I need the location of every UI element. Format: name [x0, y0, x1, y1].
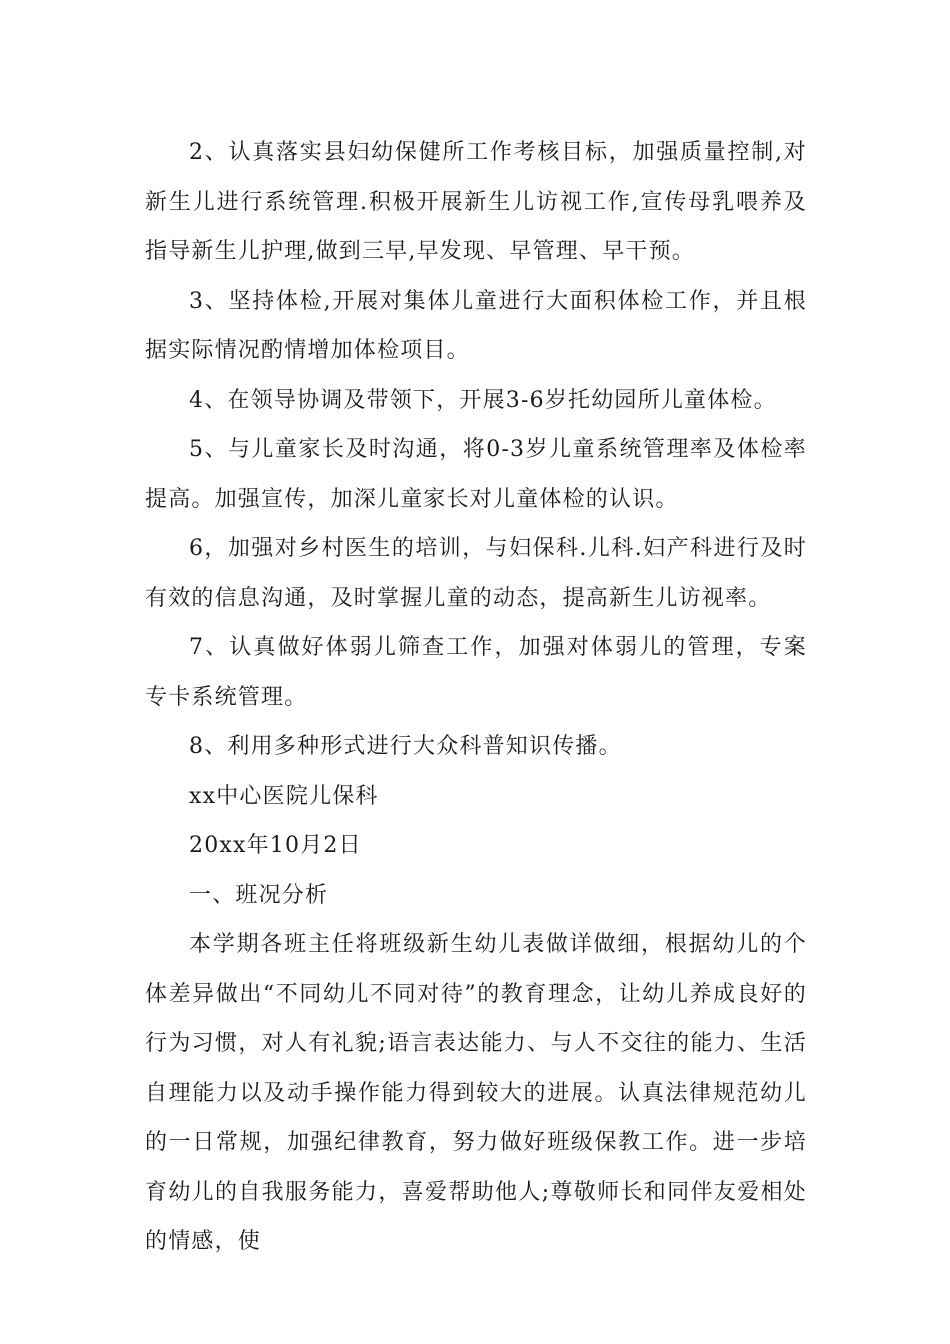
paragraph-item-3: 3、坚持体检,开展对集体儿童进行大面积体检工作，并且根据实际情况酌情增加体检项目。: [145, 288, 807, 363]
paragraph-item-5: 5、与儿童家长及时沟通，将0-3岁儿童系统管理率及体检率提高。加强宣传，加深儿童家长对儿童体检的认识。: [145, 437, 807, 512]
signature-organization: xx中心医院儿保科: [189, 783, 379, 809]
paragraph-item-2: 2、认真落实县妇幼保健所工作考核目标，加强质量控制,对新生儿进行系统管理.积极开展新生儿访视工作,宣传母乳喂养及指导新生儿护理,做到三早,早发现、早管理、早干预。: [145, 140, 807, 264]
paragraph-item-8: 8、利用多种形式进行大众科普知识传播。: [189, 734, 622, 759]
section-heading: 一、班况分析: [189, 882, 329, 908]
signature-date: 20xx年10月2日: [189, 833, 362, 858]
class-analysis-paragraph: 本学期各班主任将班级新生幼儿表做详做细，根据幼儿的个体差异做出“不同幼儿不同对待”的教育理念，让幼儿养成良好的行为习惯，对人有礼貌;语言表达能力、与人不交往的能力、生活自理能力以及动手操作能力得到较大的进展。认真法律规范幼儿的一日常规，加强纪律教育，努力做好班级保教工作。进一步培育幼儿的自我服务能力，喜爱帮助他人;尊敬师长和同伴友爱相处的情感，使: [145, 932, 807, 1254]
document-body: [145, 128, 807, 1267]
paragraph-item-6: 6，加强对乡村医生的培训，与妇保科.儿科.妇产科进行及时有效的信息沟通，及时掌握儿童的动态，提高新生儿访视率。: [145, 536, 807, 611]
paragraph-item-4: 4、在领导协调及带领下，开展3-6岁托幼园所儿童体检。: [189, 387, 777, 413]
paragraph-item-7: 7、认真做好体弱儿筛查工作，加强对体弱儿的管理，专案专卡系统管理。: [145, 635, 807, 710]
